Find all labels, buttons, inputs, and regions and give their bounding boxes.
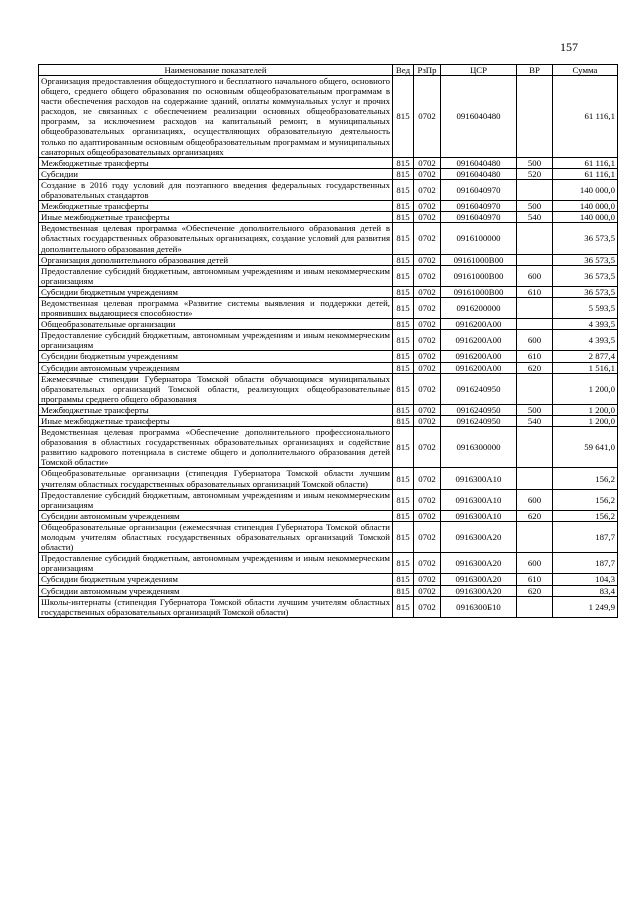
- row-name-cell: Ведомственная целевая программа «Развитие системы выявления и поддержки детей, проявивших выдающиеся способности»: [39, 297, 393, 318]
- row-sum-cell: 36 573,5: [553, 223, 618, 254]
- row-ved-cell: 815: [393, 319, 414, 330]
- row-name-cell: Субсидии бюджетным учреждениям: [39, 574, 393, 585]
- row-sum-cell: 187,7: [553, 521, 618, 552]
- row-vr-cell: 610: [517, 351, 553, 362]
- row-name-cell: Создание в 2016 году условий для поэтапного введения федеральных государственных образовательных стандартов: [39, 179, 393, 200]
- page-number: 157: [560, 40, 578, 54]
- row-csr-cell: 0916040480: [441, 76, 517, 158]
- row-sum-cell: 1 249,9: [553, 596, 618, 617]
- row-csr-cell: 0916200000: [441, 297, 517, 318]
- table-row: [39, 468, 618, 489]
- row-ved-cell: 815: [393, 489, 414, 510]
- row-sum-cell: 61 116,1: [553, 157, 618, 168]
- table-row: [39, 319, 618, 330]
- row-vr-cell: 600: [517, 265, 553, 286]
- row-sum-cell: 2 877,4: [553, 351, 618, 362]
- row-rzpr-cell: 0702: [414, 286, 441, 297]
- row-name-cell: Межбюджетные трансферты: [39, 201, 393, 212]
- row-name-cell: Предоставление субсидий бюджетным, автономным учреждениям и иным некоммерческим организациям: [39, 489, 393, 510]
- row-name-cell: Межбюджетные трансферты: [39, 404, 393, 415]
- table-row: [39, 416, 618, 427]
- row-rzpr-cell: 0702: [414, 362, 441, 373]
- row-rzpr-cell: 0702: [414, 265, 441, 286]
- row-csr-cell: 09161000В00: [441, 286, 517, 297]
- header-csr: ЦСР: [441, 65, 517, 76]
- table-row: [39, 510, 618, 521]
- row-vr-cell: 500: [517, 157, 553, 168]
- table-row: [39, 223, 618, 254]
- row-sum-cell: 1 200,0: [553, 373, 618, 404]
- row-rzpr-cell: 0702: [414, 212, 441, 223]
- row-ved-cell: 815: [393, 212, 414, 223]
- table-row: [39, 585, 618, 596]
- row-sum-cell: 83,4: [553, 585, 618, 596]
- row-rzpr-cell: 0702: [414, 510, 441, 521]
- row-vr-cell: 540: [517, 416, 553, 427]
- row-rzpr-cell: 0702: [414, 427, 441, 468]
- row-csr-cell: 0916200А00: [441, 330, 517, 351]
- row-ved-cell: 815: [393, 404, 414, 415]
- row-sum-cell: 187,7: [553, 553, 618, 574]
- row-csr-cell: 0916040970: [441, 212, 517, 223]
- row-name-cell: Иные межбюджетные трансферты: [39, 212, 393, 223]
- row-sum-cell: 4 393,5: [553, 330, 618, 351]
- row-ved-cell: 815: [393, 416, 414, 427]
- row-rzpr-cell: 0702: [414, 351, 441, 362]
- row-rzpr-cell: 0702: [414, 168, 441, 179]
- row-ved-cell: 815: [393, 521, 414, 552]
- table-row: [39, 553, 618, 574]
- row-vr-cell: 600: [517, 330, 553, 351]
- header-ved: Вед: [393, 65, 414, 76]
- row-sum-cell: 61 116,1: [553, 76, 618, 158]
- row-csr-cell: 0916240950: [441, 373, 517, 404]
- row-vr-cell: [517, 373, 553, 404]
- table-header-row: [39, 65, 618, 76]
- table-row: [39, 362, 618, 373]
- row-name-cell: Предоставление субсидий бюджетным, автономным учреждениям и иным некоммерческим организациям: [39, 265, 393, 286]
- row-ved-cell: 815: [393, 468, 414, 489]
- row-name-cell: Общеобразовательные организации: [39, 319, 393, 330]
- row-name-cell: Субсидии автономным учреждениям: [39, 510, 393, 521]
- row-name-cell: Ведомственная целевая программа «Обеспечение дополнительного образования детей в областных государственных образовательных организациях, создание условий для развития дополнительного образования детей»: [39, 223, 393, 254]
- row-ved-cell: 815: [393, 168, 414, 179]
- row-name-cell: Межбюджетные трансферты: [39, 157, 393, 168]
- row-csr-cell: 0916300Б10: [441, 596, 517, 617]
- row-sum-cell: 61 116,1: [553, 168, 618, 179]
- row-rzpr-cell: 0702: [414, 373, 441, 404]
- row-name-cell: Субсидии автономным учреждениям: [39, 585, 393, 596]
- row-name-cell: Предоставление субсидий бюджетным, автономным учреждениям и иным некоммерческим организациям: [39, 553, 393, 574]
- row-csr-cell: 0916040970: [441, 201, 517, 212]
- row-name-cell: Субсидии автономным учреждениям: [39, 362, 393, 373]
- row-ved-cell: 815: [393, 427, 414, 468]
- row-vr-cell: 620: [517, 510, 553, 521]
- row-sum-cell: 4 393,5: [553, 319, 618, 330]
- row-ved-cell: 815: [393, 223, 414, 254]
- row-rzpr-cell: 0702: [414, 254, 441, 265]
- row-vr-cell: 620: [517, 362, 553, 373]
- row-vr-cell: [517, 596, 553, 617]
- row-ved-cell: 815: [393, 157, 414, 168]
- header-rzpr: РзПр: [414, 65, 441, 76]
- row-rzpr-cell: 0702: [414, 596, 441, 617]
- row-rzpr-cell: 0702: [414, 574, 441, 585]
- row-ved-cell: 815: [393, 362, 414, 373]
- table-row: [39, 404, 618, 415]
- row-ved-cell: 815: [393, 373, 414, 404]
- row-ved-cell: 815: [393, 76, 414, 158]
- row-ved-cell: 815: [393, 179, 414, 200]
- row-vr-cell: [517, 468, 553, 489]
- row-name-cell: Общеобразовательные организации (ежемесячная стипендия Губернатора Томской области молодым учителям областных государственных образовательных организаций Томской области): [39, 521, 393, 552]
- row-rzpr-cell: 0702: [414, 201, 441, 212]
- row-ved-cell: 815: [393, 265, 414, 286]
- row-rzpr-cell: 0702: [414, 489, 441, 510]
- row-ved-cell: 815: [393, 286, 414, 297]
- table-row: [39, 596, 618, 617]
- row-vr-cell: 540: [517, 212, 553, 223]
- row-csr-cell: 0916100000: [441, 223, 517, 254]
- row-csr-cell: 0916240950: [441, 416, 517, 427]
- row-name-cell: Общеобразовательные организации (стипендия Губернатора Томской области лучшим учителям областных государственных образовательных организаций Томской области): [39, 468, 393, 489]
- row-vr-cell: [517, 254, 553, 265]
- row-sum-cell: 1 516,1: [553, 362, 618, 373]
- table-row: [39, 168, 618, 179]
- row-vr-cell: 500: [517, 201, 553, 212]
- row-sum-cell: 140 000,0: [553, 212, 618, 223]
- row-csr-cell: 09161000В00: [441, 265, 517, 286]
- row-sum-cell: 36 573,5: [553, 265, 618, 286]
- row-vr-cell: [517, 427, 553, 468]
- row-rzpr-cell: 0702: [414, 416, 441, 427]
- row-vr-cell: 600: [517, 553, 553, 574]
- row-rzpr-cell: 0702: [414, 76, 441, 158]
- row-csr-cell: 0916200А00: [441, 319, 517, 330]
- row-sum-cell: 140 000,0: [553, 179, 618, 200]
- table-row: [39, 265, 618, 286]
- row-ved-cell: 815: [393, 330, 414, 351]
- row-ved-cell: 815: [393, 585, 414, 596]
- row-name-cell: Ведомственная целевая программа «Обеспечение дополнительного профессионального образования в областных государственных образовательных организациях и содействие развитию кадрового потенциала в системе общего и дополнительного образования детей Томской области»: [39, 427, 393, 468]
- header-vr: ВР: [517, 65, 553, 76]
- row-vr-cell: 610: [517, 286, 553, 297]
- table-row: [39, 373, 618, 404]
- row-csr-cell: 09161000В00: [441, 254, 517, 265]
- row-rzpr-cell: 0702: [414, 157, 441, 168]
- table-row: [39, 179, 618, 200]
- row-vr-cell: [517, 76, 553, 158]
- table-row: [39, 76, 618, 158]
- row-sum-cell: 156,2: [553, 468, 618, 489]
- row-sum-cell: 36 573,5: [553, 286, 618, 297]
- table-row: [39, 201, 618, 212]
- row-csr-cell: 0916300А20: [441, 574, 517, 585]
- row-rzpr-cell: 0702: [414, 521, 441, 552]
- row-rzpr-cell: 0702: [414, 330, 441, 351]
- row-sum-cell: 156,2: [553, 510, 618, 521]
- table-row: [39, 489, 618, 510]
- row-rzpr-cell: 0702: [414, 319, 441, 330]
- row-name-cell: Субсидии: [39, 168, 393, 179]
- row-sum-cell: 5 593,5: [553, 297, 618, 318]
- row-ved-cell: 815: [393, 596, 414, 617]
- row-vr-cell: 610: [517, 574, 553, 585]
- row-rzpr-cell: 0702: [414, 223, 441, 254]
- row-csr-cell: 0916040480: [441, 168, 517, 179]
- row-csr-cell: 0916040970: [441, 179, 517, 200]
- row-name-cell: Организация предоставления общедоступного и бесплатного начального общего, основного общего, среднего общего образования по основным общеобразовательным программам в части обеспечения расходов на содержание зданий, оплаты коммунальных услуг и прочих расходов, не связанных с обеспечением реализации основных общеобразовательных программ, за исключением расходов на капитальный ремонт, в муниципальных общеобразовательных организациях, осуществляющих образовательную деятельность только по адаптированным основным общеобразовательным программам и муниципальных санаторных общеобразовательных организациях: [39, 76, 393, 158]
- row-rzpr-cell: 0702: [414, 404, 441, 415]
- row-rzpr-cell: 0702: [414, 297, 441, 318]
- row-sum-cell: 140 000,0: [553, 201, 618, 212]
- row-sum-cell: 1 200,0: [553, 404, 618, 415]
- row-rzpr-cell: 0702: [414, 179, 441, 200]
- row-sum-cell: 59 641,0: [553, 427, 618, 468]
- table-row: [39, 212, 618, 223]
- row-vr-cell: [517, 179, 553, 200]
- row-ved-cell: 815: [393, 510, 414, 521]
- header-name: Наименование показателей: [39, 65, 393, 76]
- row-ved-cell: 815: [393, 201, 414, 212]
- row-vr-cell: 600: [517, 489, 553, 510]
- row-ved-cell: 815: [393, 574, 414, 585]
- table-row: [39, 521, 618, 552]
- row-name-cell: Субсидии бюджетным учреждениям: [39, 286, 393, 297]
- row-csr-cell: 0916040480: [441, 157, 517, 168]
- header-sum: Сумма: [553, 65, 618, 76]
- table-row: [39, 297, 618, 318]
- table-row: [39, 330, 618, 351]
- row-vr-cell: 500: [517, 404, 553, 415]
- row-csr-cell: 0916300А20: [441, 521, 517, 552]
- table-row: [39, 427, 618, 468]
- row-vr-cell: [517, 223, 553, 254]
- row-sum-cell: 1 200,0: [553, 416, 618, 427]
- row-csr-cell: 0916300А20: [441, 553, 517, 574]
- row-vr-cell: 520: [517, 168, 553, 179]
- row-vr-cell: [517, 297, 553, 318]
- row-csr-cell: 0916240950: [441, 404, 517, 415]
- row-csr-cell: 0916300А10: [441, 468, 517, 489]
- row-name-cell: Школы-интернаты (стипендия Губернатора Томской области лучшим учителям областных государственных образовательных организаций Томской области): [39, 596, 393, 617]
- table-row: [39, 157, 618, 168]
- row-rzpr-cell: 0702: [414, 468, 441, 489]
- row-csr-cell: 0916300А20: [441, 585, 517, 596]
- row-csr-cell: 0916200А00: [441, 351, 517, 362]
- table-row: [39, 286, 618, 297]
- row-csr-cell: 0916300А10: [441, 510, 517, 521]
- row-name-cell: Предоставление субсидий бюджетным, автономным учреждениям и иным некоммерческим организациям: [39, 330, 393, 351]
- row-vr-cell: [517, 521, 553, 552]
- row-name-cell: Ежемесячные стипендии Губернатора Томской области обучающимся муниципальных образовательных организаций Томской области, реализующих общеобразовательные программы среднего общего образования: [39, 373, 393, 404]
- row-csr-cell: 0916300А10: [441, 489, 517, 510]
- row-sum-cell: 104,3: [553, 574, 618, 585]
- row-vr-cell: 620: [517, 585, 553, 596]
- row-name-cell: Субсидии бюджетным учреждениям: [39, 351, 393, 362]
- row-csr-cell: 0916300000: [441, 427, 517, 468]
- budget-table: [38, 64, 618, 618]
- row-ved-cell: 815: [393, 297, 414, 318]
- row-csr-cell: 0916200А00: [441, 362, 517, 373]
- row-sum-cell: 36 573,5: [553, 254, 618, 265]
- row-name-cell: Организация дополнительного образования детей: [39, 254, 393, 265]
- row-ved-cell: 815: [393, 254, 414, 265]
- row-ved-cell: 815: [393, 553, 414, 574]
- row-rzpr-cell: 0702: [414, 585, 441, 596]
- row-name-cell: Иные межбюджетные трансферты: [39, 416, 393, 427]
- row-sum-cell: 156,2: [553, 489, 618, 510]
- table-row: [39, 254, 618, 265]
- row-ved-cell: 815: [393, 351, 414, 362]
- row-vr-cell: [517, 319, 553, 330]
- table-row: [39, 351, 618, 362]
- table-row: [39, 574, 618, 585]
- row-rzpr-cell: 0702: [414, 553, 441, 574]
